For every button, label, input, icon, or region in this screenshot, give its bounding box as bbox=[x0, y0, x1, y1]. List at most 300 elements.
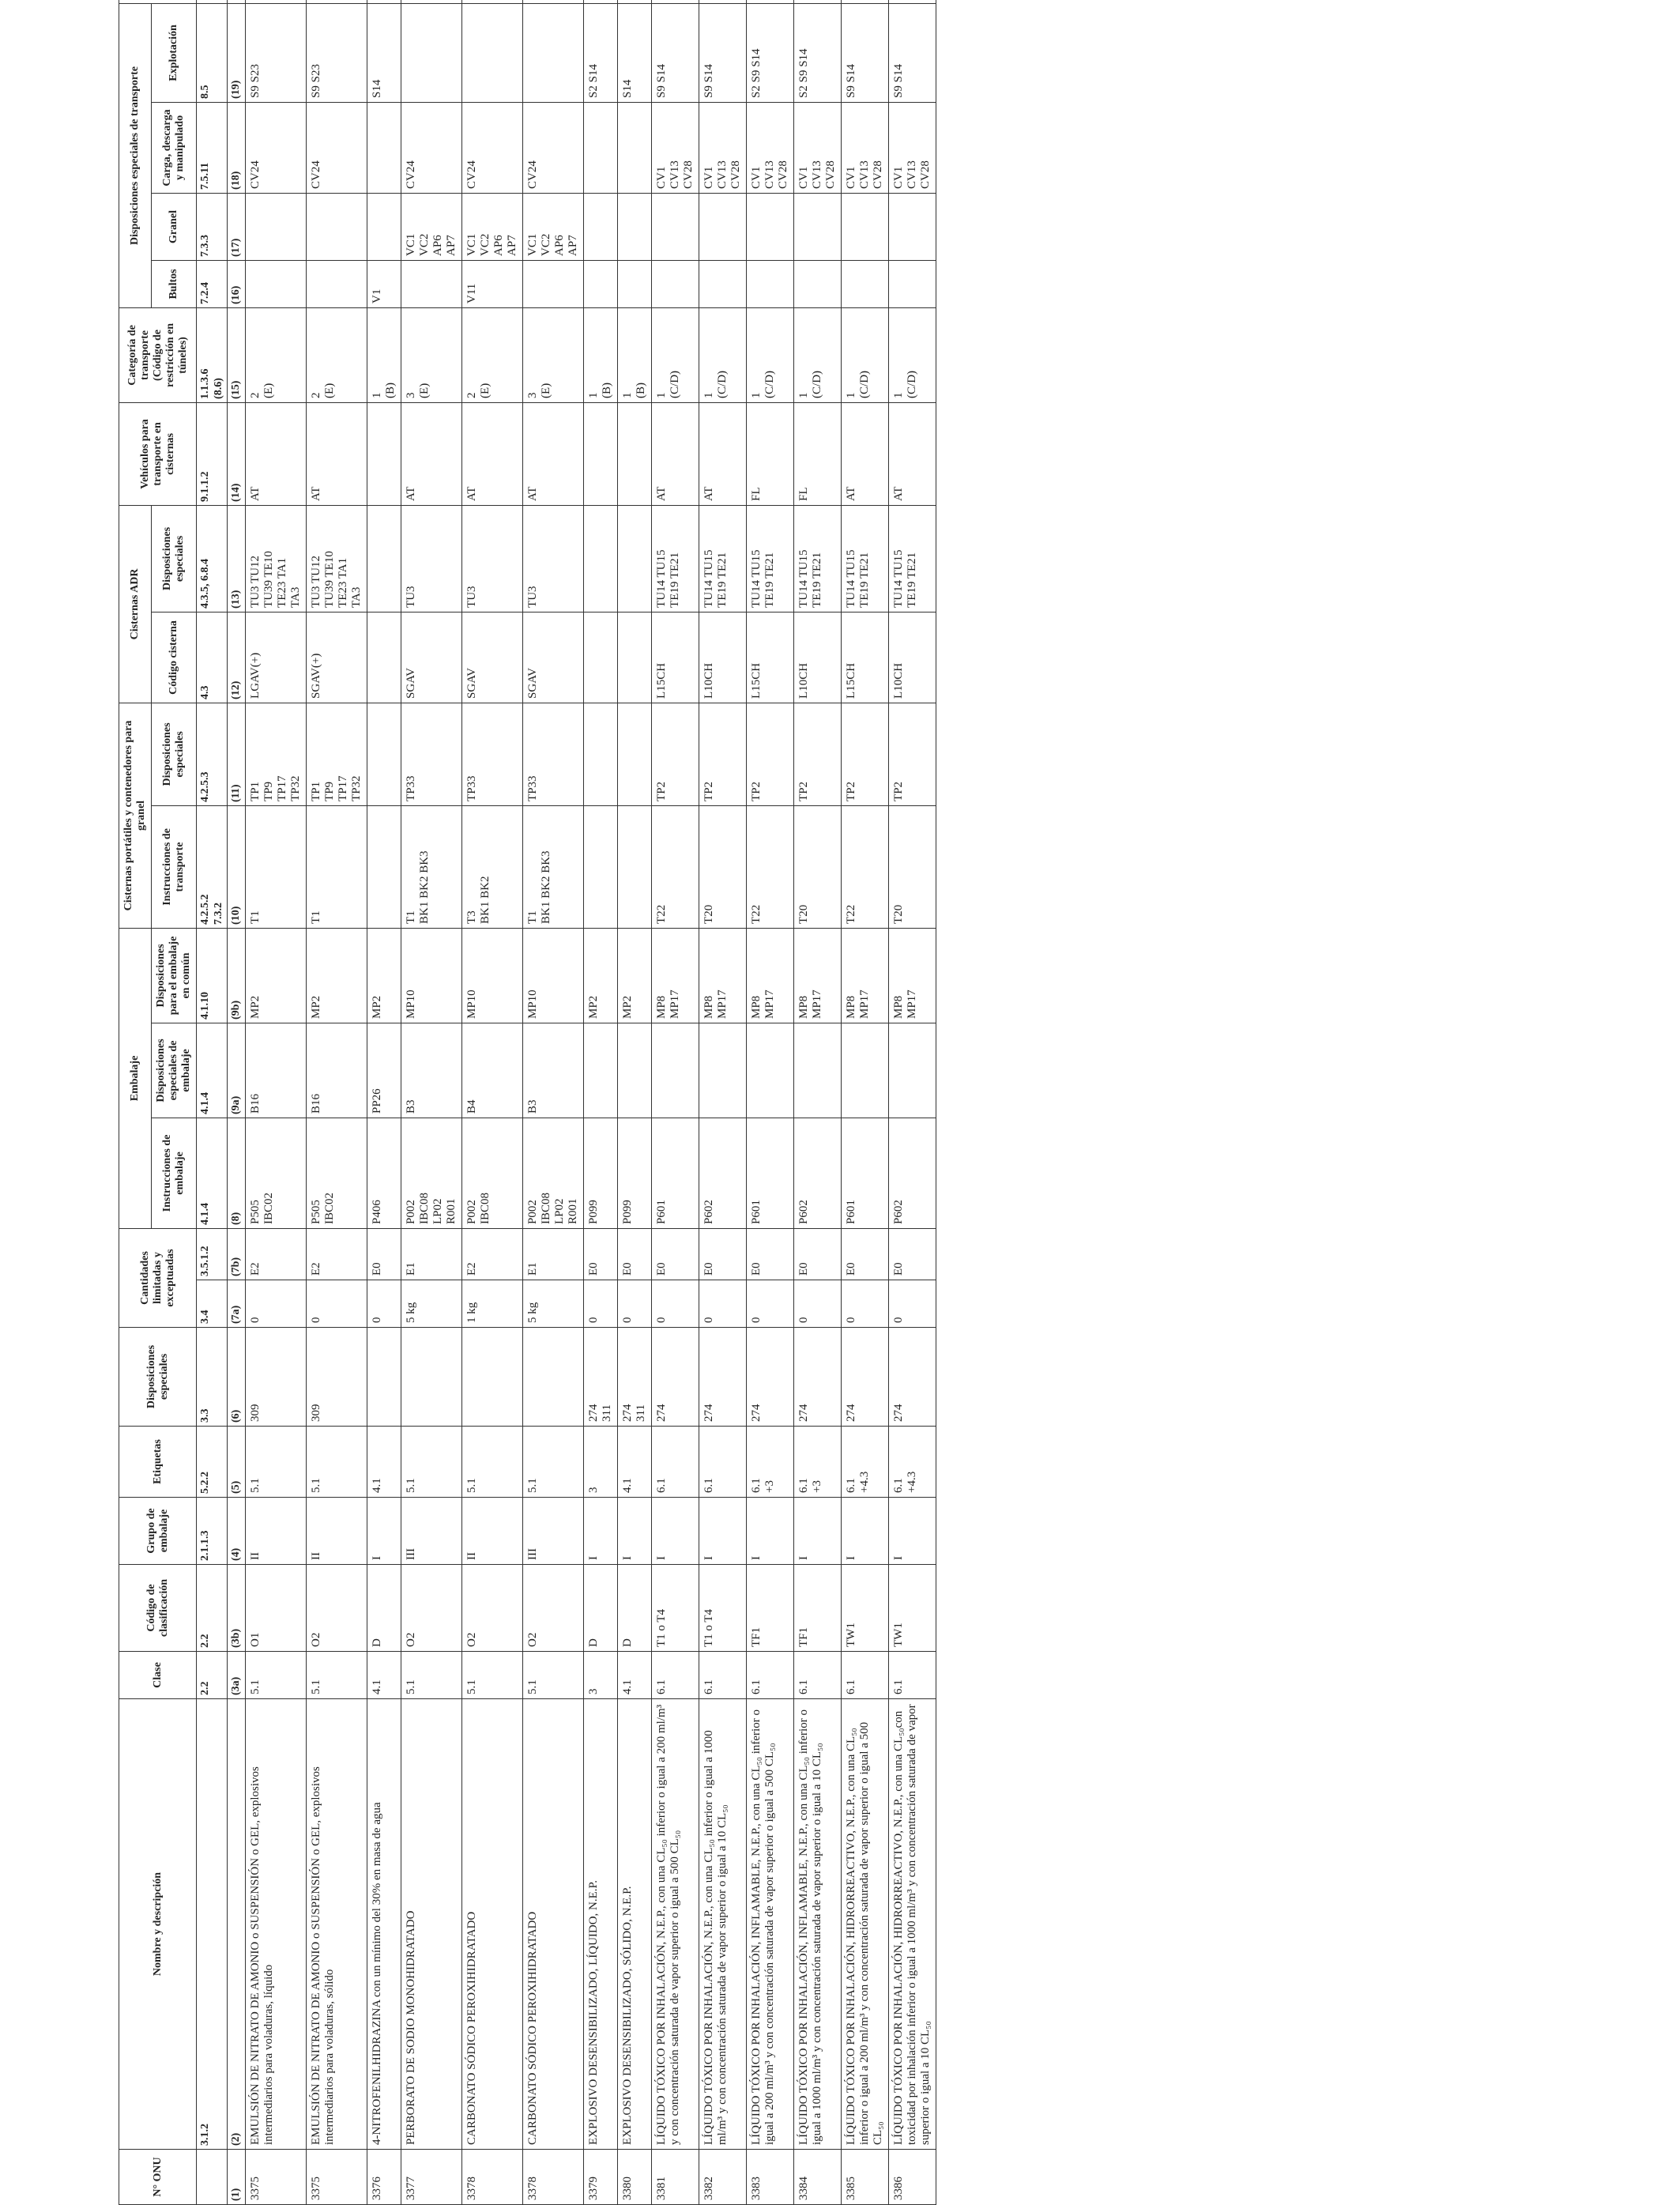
table-row bbox=[367, 0, 401, 2205]
table-cell: 3379 bbox=[584, 2150, 618, 2205]
table-cell: 4.1.10 bbox=[197, 928, 228, 1023]
table-cell: 5 kg bbox=[401, 1280, 462, 1328]
table-cell: TF1 bbox=[747, 1565, 794, 1652]
table-cell: 4.1 bbox=[618, 1427, 652, 1498]
table-cell: TW1 bbox=[842, 1565, 889, 1652]
table-row bbox=[747, 0, 794, 2205]
table-cell: O2 bbox=[307, 1565, 367, 1652]
table-cell bbox=[618, 0, 652, 3]
table-cell bbox=[197, 2150, 228, 2205]
table-cell: S2 S14 bbox=[584, 3, 618, 102]
table-cell: S2 S9 S14 bbox=[747, 3, 794, 102]
table-cell: 2.1.1.3 bbox=[197, 1498, 228, 1565]
table-cell: 4-NITROFENILHIDRAZINA con un mínimo del 30% en masa de agua bbox=[367, 1699, 401, 2150]
table-cell: 0 bbox=[747, 1280, 794, 1328]
table-cell: 4.3.5, 6.8.4 bbox=[197, 505, 228, 612]
table-cell: MP2 bbox=[618, 928, 652, 1023]
header-bultos: Bultos bbox=[152, 260, 197, 307]
table-cell: V11 bbox=[462, 260, 523, 307]
table-cell: LGAV(+) bbox=[246, 612, 307, 703]
table-cell: 4.2.5.3 bbox=[197, 703, 228, 805]
table-cell: SGAV bbox=[523, 612, 584, 703]
table-cell: PERBORATO DE SODIO MONOHIDRATADO bbox=[401, 1699, 462, 2150]
table-cell: 5.1 bbox=[307, 1427, 367, 1498]
table-cell: I bbox=[618, 1498, 652, 1565]
table-cell: E2 bbox=[307, 1229, 367, 1280]
table-cell: TP33 bbox=[401, 703, 462, 805]
table-cell bbox=[618, 612, 652, 703]
table-cell: L15CH bbox=[652, 612, 699, 703]
table-cell bbox=[401, 260, 462, 307]
table-cell: 0 bbox=[889, 1280, 936, 1328]
table-cell: 1 (C/D) bbox=[699, 307, 747, 402]
table-cell: 309 bbox=[307, 1328, 367, 1427]
table-cell: 4.1 bbox=[367, 1652, 401, 1699]
table-cell: (16) bbox=[228, 260, 246, 307]
table-cell: E0 bbox=[367, 1229, 401, 1280]
table-cell: 1 (C/D) bbox=[794, 307, 842, 402]
table-cell: LÍQUIDO TÓXICO POR INHALACIÓN, HIDRORREACTIVO, N.E.P., con una CL₅₀ inferior o igual a 200 ml/m³ y con concentración saturada de vapor superior o igual a 500 CL₅₀ bbox=[842, 1699, 889, 2150]
table-cell: 3378 bbox=[462, 2150, 523, 2205]
table-cell: AT bbox=[401, 402, 462, 505]
table-cell: TP2 bbox=[699, 703, 747, 805]
header-cisternas-portatiles: Cisternas portátiles y contenedores para granel bbox=[119, 703, 152, 928]
table-cell bbox=[584, 0, 618, 3]
table-cell: (9a) bbox=[228, 1023, 246, 1118]
table-cell: (19) bbox=[228, 3, 246, 102]
table-cell: 274 bbox=[889, 1328, 936, 1427]
table-cell: TP2 bbox=[652, 703, 699, 805]
table-cell: TP2 bbox=[794, 703, 842, 805]
table-cell: 5.1 bbox=[462, 1652, 523, 1699]
table-cell: LÍQUIDO TÓXICO POR INHALACIÓN, INFLAMABLE, N.E.P., con una CL₅₀ inferior o igual a 200 ml/m³ y con concentración saturada de vapor superior o igual a 500 CL₅₀ bbox=[747, 1699, 794, 2150]
table-cell: TP33 bbox=[462, 703, 523, 805]
table-cell: 6.1 bbox=[842, 1652, 889, 1699]
table-cell: P002 IBC08 LP02 R001 bbox=[523, 1118, 584, 1229]
table-cell: E0 bbox=[889, 1229, 936, 1280]
table-cell: LÍQUIDO TÓXICO POR INHALACIÓN, N.E.P., con una CL₅₀ inferior o igual a 200 ml/m³ y con concentración saturada de vapor superior o igual a 500 CL₅₀ bbox=[652, 1699, 699, 2150]
header-instrucciones: Instrucciones de embalaje bbox=[152, 1118, 197, 1229]
table-cell bbox=[794, 0, 842, 3]
header-vehiculos: Vehículos para transporte en cisternas bbox=[119, 402, 197, 505]
table-cell bbox=[889, 0, 936, 3]
table-cell: B16 bbox=[307, 1023, 367, 1118]
table-cell: (18) bbox=[228, 102, 246, 193]
table-cell: CV1 CV13 CV28 bbox=[794, 102, 842, 193]
table-cell: TP2 bbox=[747, 703, 794, 805]
table-cell: MP2 bbox=[367, 928, 401, 1023]
table-cell: 1 (B) bbox=[584, 307, 618, 402]
rotated-page bbox=[119, 16, 1533, 2205]
table-cell: SGAV(+) bbox=[307, 612, 367, 703]
table-cell bbox=[699, 1023, 747, 1118]
table-row bbox=[652, 0, 699, 2205]
table-cell: PP26 bbox=[367, 1023, 401, 1118]
table-cell: VC1 VC2 AP6 AP7 bbox=[462, 193, 523, 260]
table-cell: 3385 bbox=[842, 2150, 889, 2205]
table-cell: CV24 bbox=[307, 102, 367, 193]
header-cisternas-adr: Cisternas ADR bbox=[119, 505, 152, 703]
table-cell bbox=[794, 193, 842, 260]
table-cell: LÍQUIDO TÓXICO POR INHALACIÓN, HIDRORREACTIVO, N.E.P., con una CL₅₀con toxicidad por inhalación inferior o igual a 1000 ml/m³ y con concentración saturada de vapor superior o igual a 10 CL₅₀ bbox=[889, 1699, 936, 2150]
table-cell: T3 BK1 BK2 bbox=[462, 805, 523, 928]
table-cell: TU14 TU15 TE19 TE21 bbox=[889, 505, 936, 612]
table-cell: TU14 TU15 TE19 TE21 bbox=[699, 505, 747, 612]
table-cell bbox=[367, 0, 401, 3]
table-cell: 4.3 bbox=[197, 612, 228, 703]
table-row bbox=[523, 0, 584, 2205]
table-cell: S9 S23 bbox=[307, 3, 367, 102]
table-cell: AT bbox=[842, 402, 889, 505]
table-cell: E2 bbox=[462, 1229, 523, 1280]
table-cell: E0 bbox=[842, 1229, 889, 1280]
table-cell: TF1 bbox=[794, 1565, 842, 1652]
table-cell bbox=[794, 1023, 842, 1118]
header-un: N° ONU bbox=[119, 2150, 197, 2205]
table-cell: B3 bbox=[523, 1023, 584, 1118]
table-cell: E0 bbox=[794, 1229, 842, 1280]
table-cell bbox=[842, 193, 889, 260]
header-disp-cp: Disposiciones especiales bbox=[152, 703, 197, 805]
table-cell: T22 bbox=[747, 805, 794, 928]
table-cell: I bbox=[842, 1498, 889, 1565]
table-cell: II bbox=[462, 1498, 523, 1565]
table-cell: 2.2 bbox=[197, 1565, 228, 1652]
table-cell: MP8 MP17 bbox=[794, 928, 842, 1023]
table-cell bbox=[523, 1328, 584, 1427]
table-cell bbox=[584, 505, 618, 612]
table-cell: 0 bbox=[584, 1280, 618, 1328]
table-cell: CV1 CV13 CV28 bbox=[699, 102, 747, 193]
table-cell: 5.1 bbox=[523, 1652, 584, 1699]
table-cell: V1 bbox=[367, 260, 401, 307]
table-cell: MP8 MP17 bbox=[652, 928, 699, 1023]
table-cell: 274 bbox=[794, 1328, 842, 1427]
table-cell: 274 311 bbox=[584, 1328, 618, 1427]
table-row bbox=[794, 0, 842, 2205]
table-cell bbox=[584, 612, 618, 703]
table-cell: 4.1.4 bbox=[197, 1118, 228, 1229]
table-cell: 1 (C/D) bbox=[889, 307, 936, 402]
table-cell bbox=[228, 0, 246, 3]
table-cell: 3.5.1.2 bbox=[197, 1229, 228, 1280]
table-cell: 6.1 +3 bbox=[794, 1427, 842, 1498]
table-cell: CARBONATO SÓDICO PEROXIHIDRATADO bbox=[462, 1699, 523, 2150]
table-cell: S9 S23 bbox=[246, 3, 307, 102]
header-carga: Carga, descarga y manipulado bbox=[152, 102, 197, 193]
table-cell: 1 (C/D) bbox=[842, 307, 889, 402]
table-cell: SGAV bbox=[462, 612, 523, 703]
table-cell bbox=[401, 0, 462, 3]
header-codigo: Código de clasificación bbox=[119, 1565, 197, 1652]
table-cell: TU3 TU12 TU39 TE10 TE23 TA1 TA3 bbox=[307, 505, 367, 612]
table-cell: 309 bbox=[246, 1328, 307, 1427]
header-categoria: Categoría de transporte (Código de restricción en túneles) bbox=[119, 307, 197, 402]
table-cell bbox=[618, 102, 652, 193]
table-cell: MP8 MP17 bbox=[842, 928, 889, 1023]
table-cell bbox=[307, 193, 367, 260]
table-cell: 9.1.1.2 bbox=[197, 402, 228, 505]
table-cell bbox=[618, 402, 652, 505]
table-cell bbox=[842, 1023, 889, 1118]
table-cell: MP2 bbox=[584, 928, 618, 1023]
table-cell: T1 BK1 BK2 BK3 bbox=[523, 805, 584, 928]
table-cell: EMULSIÓN DE NITRATO DE AMONIO o SUSPENSIÓN o GEL, explosivos intermediarios para voladuras, sólido bbox=[307, 1699, 367, 2150]
table-cell bbox=[367, 193, 401, 260]
table-cell bbox=[652, 1023, 699, 1118]
table-cell: E1 bbox=[523, 1229, 584, 1280]
table-cell: E0 bbox=[618, 1229, 652, 1280]
table-cell: O2 bbox=[401, 1565, 462, 1652]
table-cell: AT bbox=[889, 402, 936, 505]
table-cell: I bbox=[889, 1498, 936, 1565]
table-cell: 6.1 bbox=[699, 1652, 747, 1699]
table-cell: III bbox=[401, 1498, 462, 1565]
header-grupo: Grupo de embalaje bbox=[119, 1498, 197, 1565]
table-cell: LÍQUIDO TÓXICO POR INHALACIÓN, INFLAMABLE, N.E.P., con una CL₅₀ inferior o igual a 1000 ml/m³ y con concentración saturada de vapor superior o igual a 10 CL₅₀ bbox=[794, 1699, 842, 2150]
table-cell: P602 bbox=[699, 1118, 747, 1229]
table-cell: 6.1 bbox=[794, 1652, 842, 1699]
table-cell: 7.5.11 bbox=[197, 102, 228, 193]
table-cell: I bbox=[367, 1498, 401, 1565]
table-cell bbox=[652, 193, 699, 260]
table-cell: 6.1 +3 bbox=[747, 1427, 794, 1498]
table-cell: 0 bbox=[618, 1280, 652, 1328]
table-cell: E2 bbox=[246, 1229, 307, 1280]
table-cell bbox=[618, 505, 652, 612]
table-cell bbox=[842, 260, 889, 307]
table-cell: 4.1.4 bbox=[197, 1023, 228, 1118]
table-cell: 6.1 bbox=[699, 1427, 747, 1498]
table-cell: 5.1 bbox=[401, 1427, 462, 1498]
table-cell: (3b) bbox=[228, 1565, 246, 1652]
header-explotacion: Explotación bbox=[152, 3, 197, 102]
table-cell: 3380 bbox=[618, 2150, 652, 2205]
table-cell bbox=[584, 402, 618, 505]
table-cell: (11) bbox=[228, 703, 246, 805]
table-cell: (12) bbox=[228, 612, 246, 703]
table-cell: 5.1 bbox=[246, 1427, 307, 1498]
table-cell: 6.1 bbox=[889, 1652, 936, 1699]
table-cell: I bbox=[794, 1498, 842, 1565]
table-cell: L10CH bbox=[794, 612, 842, 703]
table-cell: T1 BK1 BK2 BK3 bbox=[401, 805, 462, 928]
table-cell: (15) bbox=[228, 307, 246, 402]
table-cell: B16 bbox=[246, 1023, 307, 1118]
table-cell: 1 kg bbox=[462, 1280, 523, 1328]
table-cell: VC1 VC2 AP6 AP7 bbox=[523, 193, 584, 260]
table-cell: 1 (B) bbox=[618, 307, 652, 402]
table-cell: E0 bbox=[747, 1229, 794, 1280]
table-cell: FL bbox=[794, 402, 842, 505]
table-cell: 274 bbox=[747, 1328, 794, 1427]
table-cell: CV24 bbox=[401, 102, 462, 193]
table-cell: L15CH bbox=[842, 612, 889, 703]
table-cell: 5.1 bbox=[307, 1652, 367, 1699]
table-cell: 8.5 bbox=[197, 3, 228, 102]
table-cell bbox=[618, 805, 652, 928]
header-clase: Clase bbox=[119, 1652, 197, 1699]
table-cell bbox=[401, 1328, 462, 1427]
table-cell: P406 bbox=[367, 1118, 401, 1229]
table-cell: P099 bbox=[584, 1118, 618, 1229]
table-row bbox=[699, 0, 747, 2205]
table-cell: TP1 TP9 TP17 TP32 bbox=[307, 703, 367, 805]
table-cell: 6.1 +4.3 bbox=[842, 1427, 889, 1498]
table-cell: (4) bbox=[228, 1498, 246, 1565]
table-cell: 3386 bbox=[889, 2150, 936, 2205]
table-cell: 7.2.4 bbox=[197, 260, 228, 307]
table-cell: D bbox=[584, 1565, 618, 1652]
table-cell: 0 bbox=[652, 1280, 699, 1328]
table-cell: TP2 bbox=[842, 703, 889, 805]
table-cell: T20 bbox=[889, 805, 936, 928]
table-cell: S9 S14 bbox=[842, 3, 889, 102]
table-cell: CV1 CV13 CV28 bbox=[842, 102, 889, 193]
table-cell: TU3 bbox=[401, 505, 462, 612]
table-cell: 274 311 bbox=[618, 1328, 652, 1427]
table-cell: 1 (B) bbox=[367, 307, 401, 402]
table-cell bbox=[618, 260, 652, 307]
table-cell: MP2 bbox=[246, 928, 307, 1023]
table-cell: 2 (E) bbox=[246, 307, 307, 402]
table-cell bbox=[584, 1023, 618, 1118]
table-cell: O2 bbox=[462, 1565, 523, 1652]
table-cell: TU3 bbox=[523, 505, 584, 612]
column-number-row bbox=[228, 0, 246, 2205]
table-cell: P602 bbox=[794, 1118, 842, 1229]
table-cell bbox=[747, 0, 794, 3]
table-cell: 274 bbox=[699, 1328, 747, 1427]
table-cell: 5 kg bbox=[523, 1280, 584, 1328]
table-row bbox=[842, 0, 889, 2205]
table-cell: S9 S14 bbox=[699, 3, 747, 102]
header-disp-transporte: Disposiciones especiales de transporte bbox=[119, 3, 152, 307]
table-cell: S14 bbox=[618, 3, 652, 102]
table-cell: 3382 bbox=[699, 2150, 747, 2205]
table-cell: EXPLOSIVO DESENSIBILIZADO, LÍQUIDO, N.E.P. bbox=[584, 1699, 618, 2150]
table-cell: CV1 CV13 CV28 bbox=[652, 102, 699, 193]
table-cell bbox=[367, 612, 401, 703]
table-cell bbox=[246, 0, 307, 3]
table-cell bbox=[747, 193, 794, 260]
table-cell: 3375 bbox=[246, 2150, 307, 2205]
table-cell: (13) bbox=[228, 505, 246, 612]
table-cell: MP8 MP17 bbox=[889, 928, 936, 1023]
table-cell: AT bbox=[523, 402, 584, 505]
table-cell: 0 bbox=[246, 1280, 307, 1328]
table-cell: E1 bbox=[401, 1229, 462, 1280]
table-cell: (6) bbox=[228, 1328, 246, 1427]
table-row bbox=[618, 0, 652, 2205]
table-cell bbox=[889, 1023, 936, 1118]
table-cell: 3 (E) bbox=[401, 307, 462, 402]
header-disposiciones: Disposiciones especiales bbox=[119, 1328, 197, 1427]
table-cell bbox=[367, 505, 401, 612]
table-row bbox=[462, 0, 523, 2205]
table-cell: 6.1 bbox=[652, 1652, 699, 1699]
table-row bbox=[889, 0, 936, 2205]
table-cell: P602 bbox=[889, 1118, 936, 1229]
table-cell: 4.1 bbox=[367, 1427, 401, 1498]
table-cell: L15CH bbox=[747, 612, 794, 703]
table-cell: TU14 TU15 TE19 TE21 bbox=[652, 505, 699, 612]
table-cell: AT bbox=[462, 402, 523, 505]
table-cell: II bbox=[246, 1498, 307, 1565]
table-cell bbox=[652, 0, 699, 3]
table-cell: MP10 bbox=[462, 928, 523, 1023]
table-cell: MP10 bbox=[523, 928, 584, 1023]
table-cell: T20 bbox=[794, 805, 842, 928]
table-cell bbox=[307, 0, 367, 3]
table-cell: B4 bbox=[462, 1023, 523, 1118]
table-cell: 7.3.3 bbox=[197, 193, 228, 260]
table-cell: P002 IBC08 bbox=[462, 1118, 523, 1229]
header-etiquetas: Etiquetas bbox=[119, 1427, 197, 1498]
table-cell: 6.1 bbox=[652, 1427, 699, 1498]
table-cell: T20 bbox=[699, 805, 747, 928]
table-cell: TP33 bbox=[523, 703, 584, 805]
header-cantidades: Cantidades limitadas y exceptuadas bbox=[119, 1229, 197, 1328]
table-cell: P601 bbox=[652, 1118, 699, 1229]
table-cell: TP2 bbox=[889, 703, 936, 805]
table-cell: VC1 VC2 AP6 AP7 bbox=[401, 193, 462, 260]
table-cell: 0 bbox=[307, 1280, 367, 1328]
table-cell bbox=[652, 260, 699, 307]
table-cell: (2) bbox=[228, 1699, 246, 2150]
table-cell: I bbox=[699, 1498, 747, 1565]
table-cell: 3 bbox=[584, 1652, 618, 1699]
table-cell: T1 bbox=[307, 805, 367, 928]
table-cell: (7b) bbox=[228, 1229, 246, 1280]
table-cell: T22 bbox=[842, 805, 889, 928]
header-codigo-cisterna: Código cisterna bbox=[152, 612, 197, 703]
table-cell: MP2 bbox=[307, 928, 367, 1023]
table-cell bbox=[523, 260, 584, 307]
table-cell: TU14 TU15 TE19 TE21 bbox=[794, 505, 842, 612]
table-cell: 3 bbox=[584, 1427, 618, 1498]
table-cell: 5.1 bbox=[401, 1652, 462, 1699]
table-cell bbox=[367, 102, 401, 193]
table-cell: T22 bbox=[652, 805, 699, 928]
table-cell: I bbox=[584, 1498, 618, 1565]
table-cell: L10CH bbox=[699, 612, 747, 703]
table-cell: 1.1.3.6 (8.6) bbox=[197, 307, 228, 402]
table-cell: EXPLOSIVO DESENSIBILIZADO, SÓLIDO, N.E.P. bbox=[618, 1699, 652, 2150]
table-cell: 6.1 bbox=[747, 1652, 794, 1699]
table-cell: 1 (C/D) bbox=[652, 307, 699, 402]
table-cell: S9 S14 bbox=[652, 3, 699, 102]
table-cell: (9b) bbox=[228, 928, 246, 1023]
table-cell: P601 bbox=[842, 1118, 889, 1229]
table-cell bbox=[307, 260, 367, 307]
table-cell: S14 bbox=[367, 3, 401, 102]
table-cell: 274 bbox=[842, 1328, 889, 1427]
table-cell: 3381 bbox=[652, 2150, 699, 2205]
table-cell: 5.1 bbox=[246, 1652, 307, 1699]
table-cell: O2 bbox=[523, 1565, 584, 1652]
table-cell: 3384 bbox=[794, 2150, 842, 2205]
table-cell: (17) bbox=[228, 193, 246, 260]
table-cell bbox=[584, 102, 618, 193]
header-name: Nombre y descripción bbox=[119, 1699, 197, 2150]
table-cell bbox=[584, 260, 618, 307]
table-cell: TU14 TU15 TE19 TE21 bbox=[842, 505, 889, 612]
table-cell bbox=[246, 193, 307, 260]
table-cell: AT bbox=[307, 402, 367, 505]
table-cell: P601 bbox=[747, 1118, 794, 1229]
table-cell bbox=[462, 1328, 523, 1427]
